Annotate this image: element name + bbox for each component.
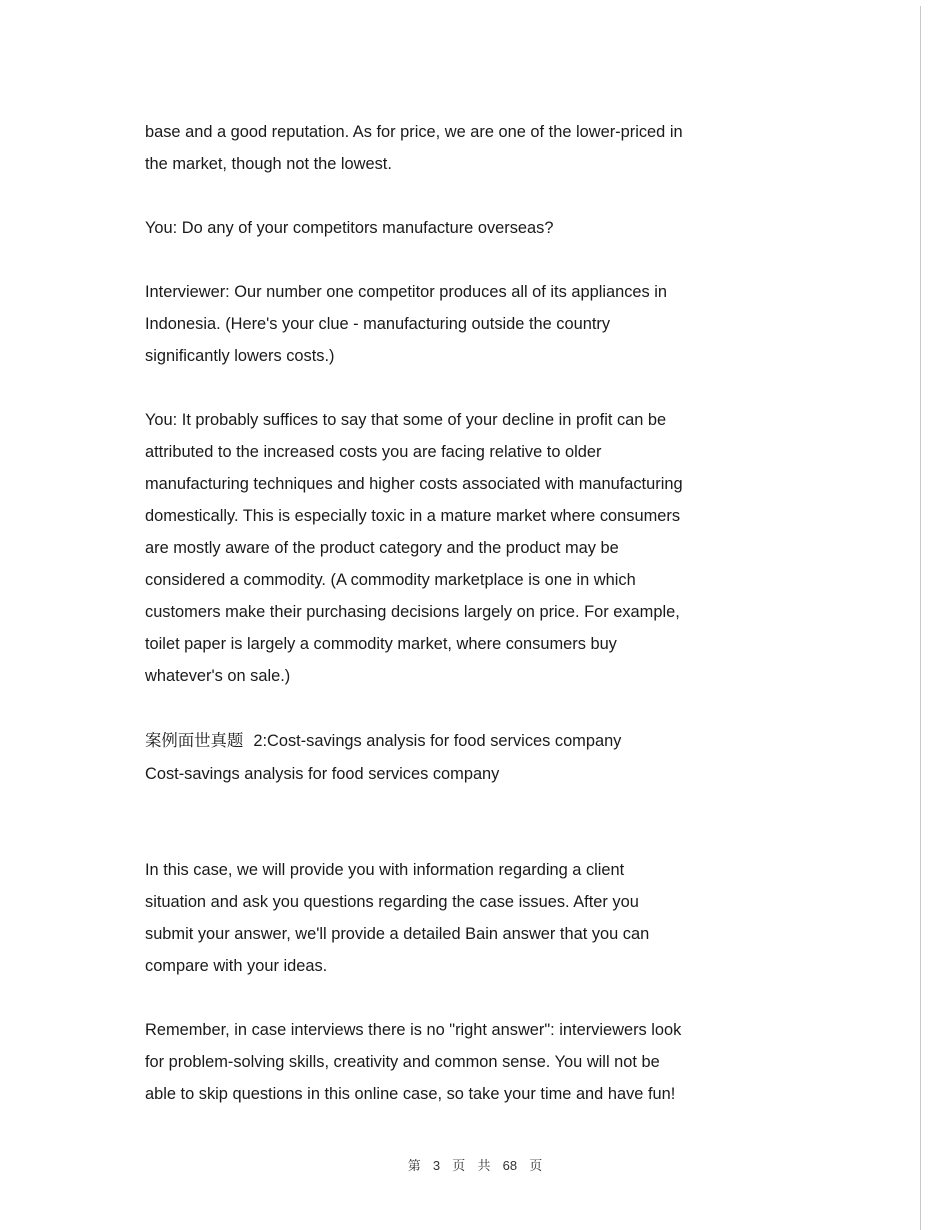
text-line: Indonesia. (Here's your clue - manufacturing outside the country (145, 315, 611, 333)
paragraph (145, 212, 745, 244)
paragraphs-after (145, 854, 745, 1110)
text-line: compare with your ideas. (145, 957, 328, 975)
paragraphs-before (145, 116, 745, 692)
footer-total-unit: 页 (529, 1159, 543, 1174)
text-line: able to skip questions in this online case, so take your time and have fun! (145, 1085, 676, 1103)
page-edge-divider (920, 6, 921, 1230)
text-line: for problem-solving skills, creativity and common sense. You will not be (145, 1053, 660, 1071)
footer-total-prefix: 共 (477, 1159, 491, 1174)
text-line: domestically. This is especially toxic in a mature market where consumers (145, 507, 681, 525)
text-line: whatever's on sale.) (145, 667, 291, 685)
text-line: the market, though not the lowest. (145, 155, 392, 173)
footer-total-pages: 68 (502, 1158, 518, 1173)
text-line: You: Do any of your competitors manufacture overseas? (145, 219, 554, 237)
text-line: You: It probably suffices to say that some of your decline in profit can be (145, 411, 667, 429)
paragraph (145, 276, 745, 372)
text-line: situation and ask you questions regarding the case issues. After you (145, 893, 639, 911)
case-heading-cn-label: 案例面世真题 (145, 731, 244, 750)
case-subtitle: Cost-savings analysis for food services company (145, 765, 500, 783)
text-line: toilet paper is largely a commodity market, where consumers buy (145, 635, 617, 653)
footer-prefix: 第 (407, 1159, 421, 1174)
paragraph (145, 116, 745, 180)
text-line: Interviewer: Our number one competitor produces all of its appliances in (145, 283, 668, 301)
page-footer (0, 1155, 950, 1174)
text-line: are mostly aware of the product category and the product may be (145, 539, 619, 557)
text-line: considered a commodity. (A commodity marketplace is one in which (145, 571, 636, 589)
footer-page-unit: 页 (452, 1159, 466, 1174)
text-line: submit your answer, we'll provide a detailed Bain answer that you can (145, 925, 650, 943)
section-spacer (145, 791, 745, 854)
case-heading-line (145, 724, 745, 758)
case-heading-title: 2:Cost-savings analysis for food services company (253, 732, 622, 750)
text-line: manufacturing techniques and higher costs associated with manufacturing (145, 475, 683, 493)
paragraph (145, 404, 745, 692)
case-heading (145, 724, 745, 791)
text-line: customers make their purchasing decisions largely on price. For example, (145, 603, 680, 621)
paragraph (145, 1014, 745, 1110)
footer-page-number: 3 (432, 1158, 441, 1173)
text-line: significantly lowers costs.) (145, 347, 335, 365)
text-line: Remember, in case interviews there is no "right answer": interviewers look (145, 1021, 682, 1039)
document-body (145, 116, 745, 1142)
text-line: In this case, we will provide you with information regarding a client (145, 861, 625, 879)
text-line: attributed to the increased costs you are facing relative to older (145, 443, 602, 461)
text-line: base and a good reputation. As for price, we are one of the lower-priced in (145, 123, 683, 141)
paragraph (145, 854, 745, 982)
